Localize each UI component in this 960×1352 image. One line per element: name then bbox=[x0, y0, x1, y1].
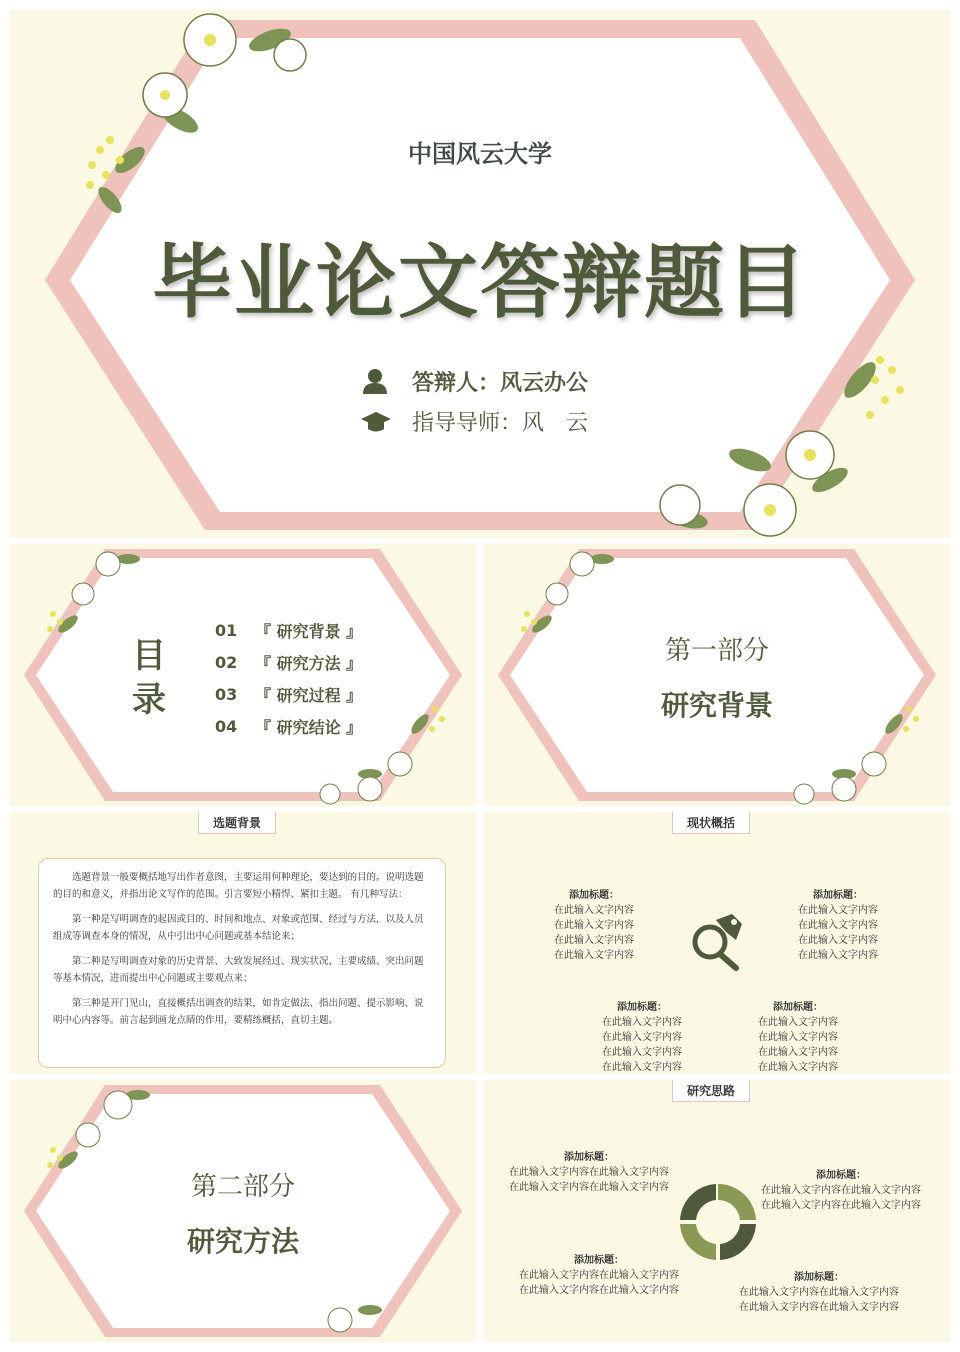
approach-block: 添加标题： 在此输入文字内容在此输入文字内容 在此输入文字内容在此输入文字内容 bbox=[761, 1170, 921, 1211]
toc-heading: 目录 bbox=[132, 636, 166, 720]
flower-decoration bbox=[630, 340, 930, 538]
background-text-box bbox=[38, 858, 446, 1068]
status-slide bbox=[484, 812, 950, 1074]
toc-label: 『 研究过程 』 bbox=[255, 685, 363, 705]
approach-tab: 研究思路 bbox=[672, 1080, 750, 1102]
toc-label: 『 研究方法 』 bbox=[255, 653, 363, 673]
status-block: 添加标题： 在此输入文字内容 在此输入文字内容 在此输入文字内容 在此输入文字内容 bbox=[602, 1002, 682, 1073]
approach-block: 添加标题： 在此输入文字内容在此输入文字内容 在此输入文字内容在此输入文字内容 bbox=[519, 1255, 679, 1296]
part2-title: 研究方法 bbox=[186, 1225, 299, 1258]
background-slide bbox=[10, 812, 476, 1074]
toc-number: 02 bbox=[215, 652, 238, 672]
advisor-row bbox=[360, 406, 588, 436]
part2-slide bbox=[10, 1080, 476, 1342]
toc-item[interactable] bbox=[215, 646, 362, 678]
part1-title: 研究背景 bbox=[660, 689, 773, 722]
background-paragraph: 选题背景一般要概括地写出作者意图，主要运用何种理论，要达到的目的。说明选题的目的和意义，并指出论文写作的范围。引言要短小精悍、紧扣主题。 有几种写法： bbox=[53, 872, 424, 900]
toc-number: 01 bbox=[215, 620, 238, 640]
toc-item[interactable] bbox=[215, 678, 362, 710]
toc-item[interactable] bbox=[215, 614, 362, 646]
cover-slide bbox=[10, 10, 950, 538]
toc-item[interactable] bbox=[215, 710, 362, 742]
approach-slide bbox=[484, 1080, 950, 1342]
part2-kicker: 第二部分 bbox=[190, 1172, 295, 1202]
toc-list bbox=[215, 614, 362, 742]
toc-label: 『 研究背景 』 bbox=[255, 621, 363, 641]
background-paragraph: 第二种是写明调查对象的历史背景、大致发展经过、现实状况、主要成绩、突出问题等基本情况，进而提出中心问题或主要观点来； bbox=[53, 956, 424, 984]
cycle-arrows-icon bbox=[676, 1180, 760, 1264]
toc-label: 『 研究结论 』 bbox=[255, 717, 363, 737]
university-name: 中国风云大学 bbox=[408, 140, 552, 168]
approach-block: 添加标题： 在此输入文字内容在此输入文字内容 在此输入文字内容在此输入文字内容 bbox=[509, 1152, 669, 1193]
person-icon bbox=[360, 368, 390, 394]
presenter-row bbox=[360, 366, 588, 396]
part1-slide bbox=[484, 544, 950, 806]
thesis-title: 毕业论文答辩题目 bbox=[152, 236, 808, 329]
status-block: 添加标题： 在此输入文字内容 在此输入文字内容 在此输入文字内容 在此输入文字内容 bbox=[758, 1002, 838, 1073]
graduation-cap-icon bbox=[360, 408, 392, 434]
approach-block: 添加标题： 在此输入文字内容在此输入文字内容 在此输入文字内容在此输入文字内容 bbox=[739, 1272, 899, 1313]
advisor-text: 指导导师：风 云 bbox=[412, 410, 589, 436]
flower-decoration bbox=[70, 10, 330, 220]
toc-slide bbox=[10, 544, 476, 806]
part1-kicker: 第一部分 bbox=[664, 636, 769, 666]
toc-number: 03 bbox=[215, 684, 238, 704]
background-tab: 选题背景 bbox=[198, 812, 276, 834]
flower-decoration bbox=[310, 1280, 460, 1342]
status-block: 添加标题： 在此输入文字内容 在此输入文字内容 在此输入文字内容 在此输入文字内容 bbox=[798, 890, 878, 961]
search-tag-icon bbox=[688, 912, 748, 972]
presenter-text: 答辩人：风云办公 bbox=[412, 370, 589, 396]
toc-number: 04 bbox=[215, 716, 238, 736]
status-block: 添加标题： 在此输入文字内容 在此输入文字内容 在此输入文字内容 在此输入文字内容 bbox=[554, 890, 634, 961]
status-tab: 现状概括 bbox=[672, 812, 750, 834]
background-paragraph: 第三种是开门见山，直接概括出调查的结果，如肯定做法、指出问题、提示影响、说明中心内容等。前言起到画龙点睛的作用，要精练概括，直切主题。 bbox=[53, 998, 424, 1026]
background-paragraph: 第一种是写明调查的起因或目的、时间和地点、对象或范围、经过与方法，以及人员组成等调查本身的情况，从中引出中心问题或基本结论来； bbox=[53, 914, 424, 942]
